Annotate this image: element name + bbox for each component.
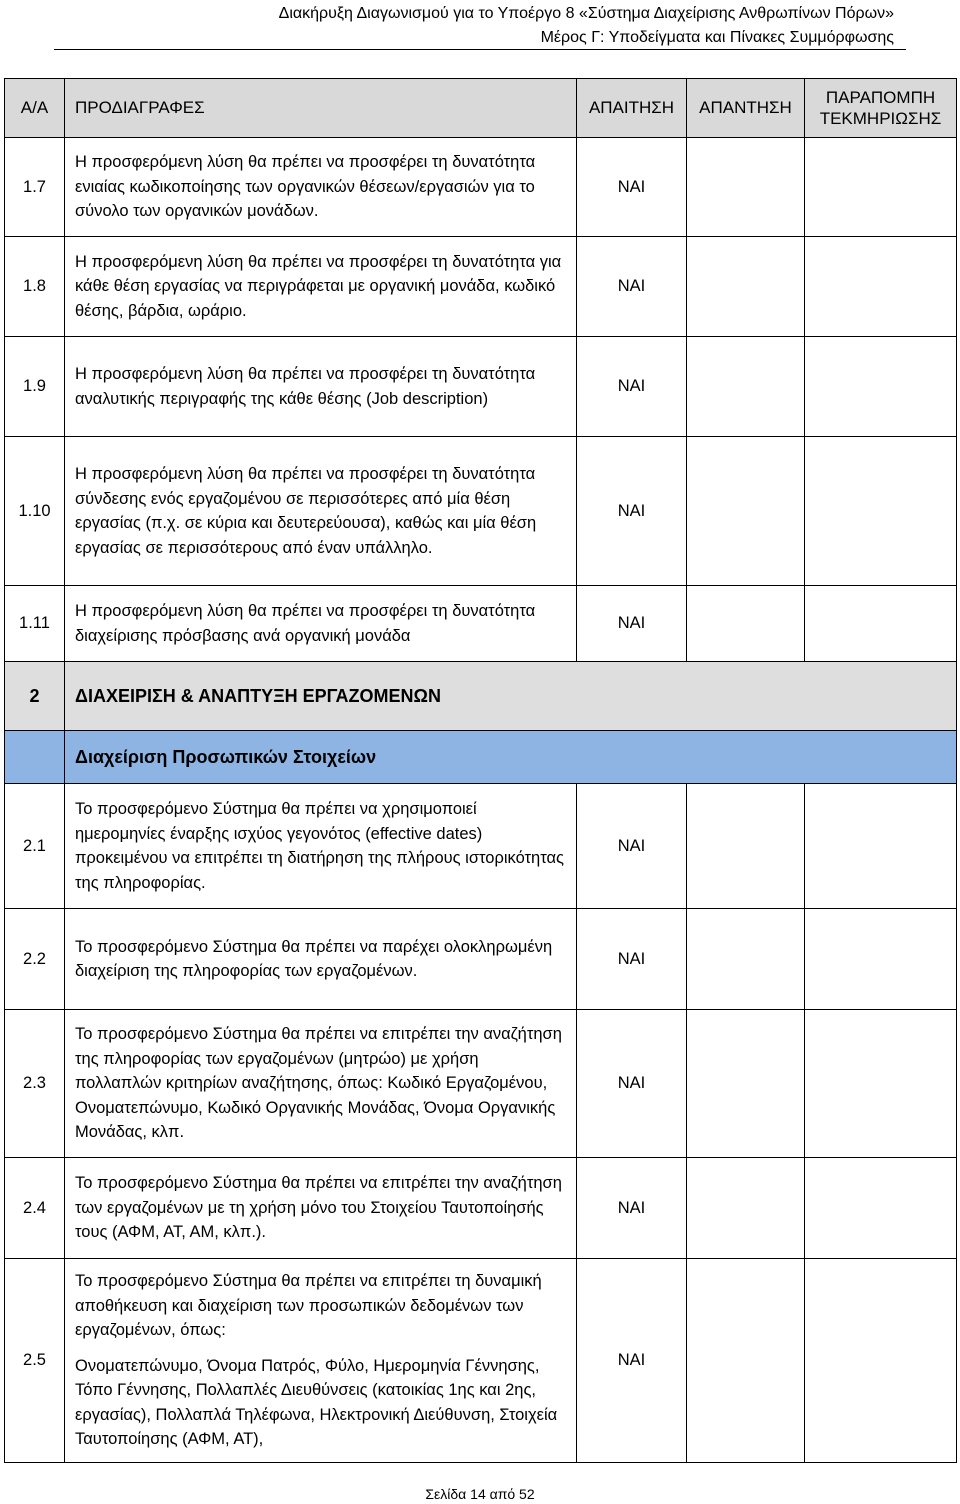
row-requirement: ΝΑΙ <box>577 138 687 237</box>
row-requirement: ΝΑΙ <box>577 337 687 437</box>
row-id: 2.1 <box>5 784 65 909</box>
row-spec: Η προσφερόμενη λύση θα πρέπει να προσφέρει τη δυνατότητα διαχείρισης πρόσβασης ανά οργανική μονάδα <box>65 586 577 662</box>
row-requirement: ΝΑΙ <box>577 909 687 1010</box>
col-reference-header: ΠΑΡΑΠΟΜΠΗ ΤΕΚΜΗΡΙΩΣΗΣ <box>805 79 957 138</box>
section-title: ΔΙΑΧΕΙΡΙΣΗ & ΑΝΑΠΤΥΞΗ ΕΡΓΑΖΟΜΕΝΩΝ <box>65 662 957 731</box>
row-reference-cell[interactable] <box>805 1158 957 1259</box>
row-spec: Το προσφερόμενο Σύστημα θα πρέπει να επιτρέπει την αναζήτηση των εργαζομένων με τη χρήση μόνο του Στοιχείου Ταυτοποίησής τους (ΑΦΜ, ΑΤ, ΑΜ, κλπ.). <box>65 1158 577 1259</box>
row-id: 1.11 <box>5 586 65 662</box>
row-requirement: ΝΑΙ <box>577 1010 687 1158</box>
section-number: 2 <box>5 662 65 731</box>
row-spec <box>65 1259 577 1463</box>
table-row <box>5 586 957 662</box>
row-spec: Η προσφερόμενη λύση θα πρέπει να προσφέρει τη δυνατότητα για κάθε θέση εργασίας να περιγράφεται με οργανική μονάδα, κωδικό θέσης, βάρδια, ωράριο. <box>65 237 577 337</box>
header-rule <box>54 49 906 50</box>
row-spec: Η προσφερόμενη λύση θα πρέπει να προσφέρει τη δυνατότητα σύνδεσης ενός εργαζομένου σε περισσότερες από μία θέση εργασίας (π.χ. σε κύρια και δευτερεύουσα), καθώς και μία θέση εργασίας σε περισσότερους από έναν υπάλληλο. <box>65 437 577 586</box>
document-header <box>279 2 894 50</box>
row-answer-cell[interactable] <box>687 437 805 586</box>
table-row <box>5 337 957 437</box>
row-id: 2.5 <box>5 1259 65 1463</box>
row-spec: Το προσφερόμενο Σύστημα θα πρέπει να παρέχει ολοκληρωμένη διαχείριση της πληροφορίας των εργαζομένων. <box>65 909 577 1010</box>
table-row <box>5 909 957 1010</box>
col-id-header: Α/Α <box>5 79 65 138</box>
row-reference-cell[interactable] <box>805 437 957 586</box>
table-row <box>5 1259 957 1463</box>
section-row <box>5 662 957 731</box>
row-spec: Η προσφερόμενη λύση θα πρέπει να προσφέρει τη δυνατότητα ενιαίας κωδικοποίησης των οργανικών θέσεων/εργασιών για το σύνολο των οργανικών μονάδων. <box>65 138 577 237</box>
row-answer-cell[interactable] <box>687 138 805 237</box>
row-reference-cell[interactable] <box>805 1010 957 1158</box>
table-row <box>5 237 957 337</box>
row-answer-cell[interactable] <box>687 1010 805 1158</box>
header-title: Διακήρυξη Διαγωνισμού για το Υποέργο 8 «Σύστημα Διαχείρισης Ανθρωπίνων Πόρων» <box>278 5 894 22</box>
row-id: 2.2 <box>5 909 65 1010</box>
subsection-id-cell <box>5 731 65 784</box>
row-reference-cell[interactable] <box>805 237 957 337</box>
row-requirement: ΝΑΙ <box>577 1158 687 1259</box>
row-id: 1.8 <box>5 237 65 337</box>
row-requirement: ΝΑΙ <box>577 237 687 337</box>
page-number: Σελίδα 14 από 52 <box>425 1486 535 1502</box>
row-requirement: ΝΑΙ <box>577 586 687 662</box>
row-answer-cell[interactable] <box>687 1259 805 1463</box>
row-id: 1.10 <box>5 437 65 586</box>
row-spec: Η προσφερόμενη λύση θα πρέπει να προσφέρει τη δυνατότητα αναλυτικής περιγραφής της κάθε θέσης (Job description) <box>65 337 577 437</box>
row-spec: Το προσφερόμενο Σύστημα θα πρέπει να επιτρέπει την αναζήτηση της πληροφορίας των εργαζομένων (μητρώο) με χρήση πολλαπλών κριτηρίων αναζήτησης, όπως: Κωδικό Εργαζομένου, Ονοματεπώνυμο, Κωδικό Οργανικής Μονάδας, Όνομα Οργανικής Μονάδας, κλπ. <box>65 1010 577 1158</box>
row-id: 2.4 <box>5 1158 65 1259</box>
row-id: 2.3 <box>5 1010 65 1158</box>
table-row <box>5 784 957 909</box>
row-requirement: ΝΑΙ <box>577 1259 687 1463</box>
col-answer-header: ΑΠΑΝΤΗΣΗ <box>687 79 805 138</box>
table-row <box>5 437 957 586</box>
row-reference-cell[interactable] <box>805 586 957 662</box>
row-requirement: ΝΑΙ <box>577 437 687 586</box>
col-requirement-header: ΑΠΑΙΤΗΣΗ <box>577 79 687 138</box>
row-spec-intro: Το προσφερόμενο Σύστημα θα πρέπει να επιτρέπει τη δυναμική αποθήκευση και διαχείριση των προσωπικών δεδομένων των εργαζομένων, όπως: <box>75 1272 542 1339</box>
table-header-row <box>5 79 957 138</box>
table-row <box>5 138 957 237</box>
row-spec-details: Ονοματεπώνυμο, Όνομα Πατρός, Φύλο, Ημερομηνία Γέννησης, Τόπο Γέννησης, Πολλαπλές Διευθύνσεις (κατοικίας 1ης και 2ης, εργασίας), Πολλαπλά Τηλέφωνα, Ηλεκτρονική Διεύθυνση, Στοιχεία Ταυτοποίησης (ΑΦΜ, ΑΤ), <box>75 1356 558 1448</box>
row-answer-cell[interactable] <box>687 784 805 909</box>
row-requirement: ΝΑΙ <box>577 784 687 909</box>
row-answer-cell[interactable] <box>687 337 805 437</box>
table-row <box>5 1010 957 1158</box>
row-reference-cell[interactable] <box>805 909 957 1010</box>
row-reference-cell[interactable] <box>805 784 957 909</box>
row-answer-cell[interactable] <box>687 586 805 662</box>
row-answer-cell[interactable] <box>687 909 805 1010</box>
row-reference-cell[interactable] <box>805 138 957 237</box>
header-subtitle: Μέρος Γ: Υποδείγματα και Πίνακες Συμμόρφωσης <box>540 29 894 46</box>
subsection-row <box>5 731 957 784</box>
row-answer-cell[interactable] <box>687 237 805 337</box>
row-id: 1.7 <box>5 138 65 237</box>
row-reference-cell[interactable] <box>805 1259 957 1463</box>
col-spec-header: ΠΡΟΔΙΑΓΡΑΦΕΣ <box>65 79 577 138</box>
subsection-title: Διαχείριση Προσωπικών Στοιχείων <box>65 731 957 784</box>
compliance-table <box>4 78 957 1463</box>
row-spec: Το προσφερόμενο Σύστημα θα πρέπει να χρησιμοποιεί ημερομηνίες έναρξης ισχύος γεγονότος (effective dates) προκειμένου να επιτρέπει τη διατήρηση της πλήρους ιστορικότητας της πληροφορίας. <box>65 784 577 909</box>
table-row <box>5 1158 957 1259</box>
row-answer-cell[interactable] <box>687 1158 805 1259</box>
row-id: 1.9 <box>5 337 65 437</box>
row-reference-cell[interactable] <box>805 337 957 437</box>
